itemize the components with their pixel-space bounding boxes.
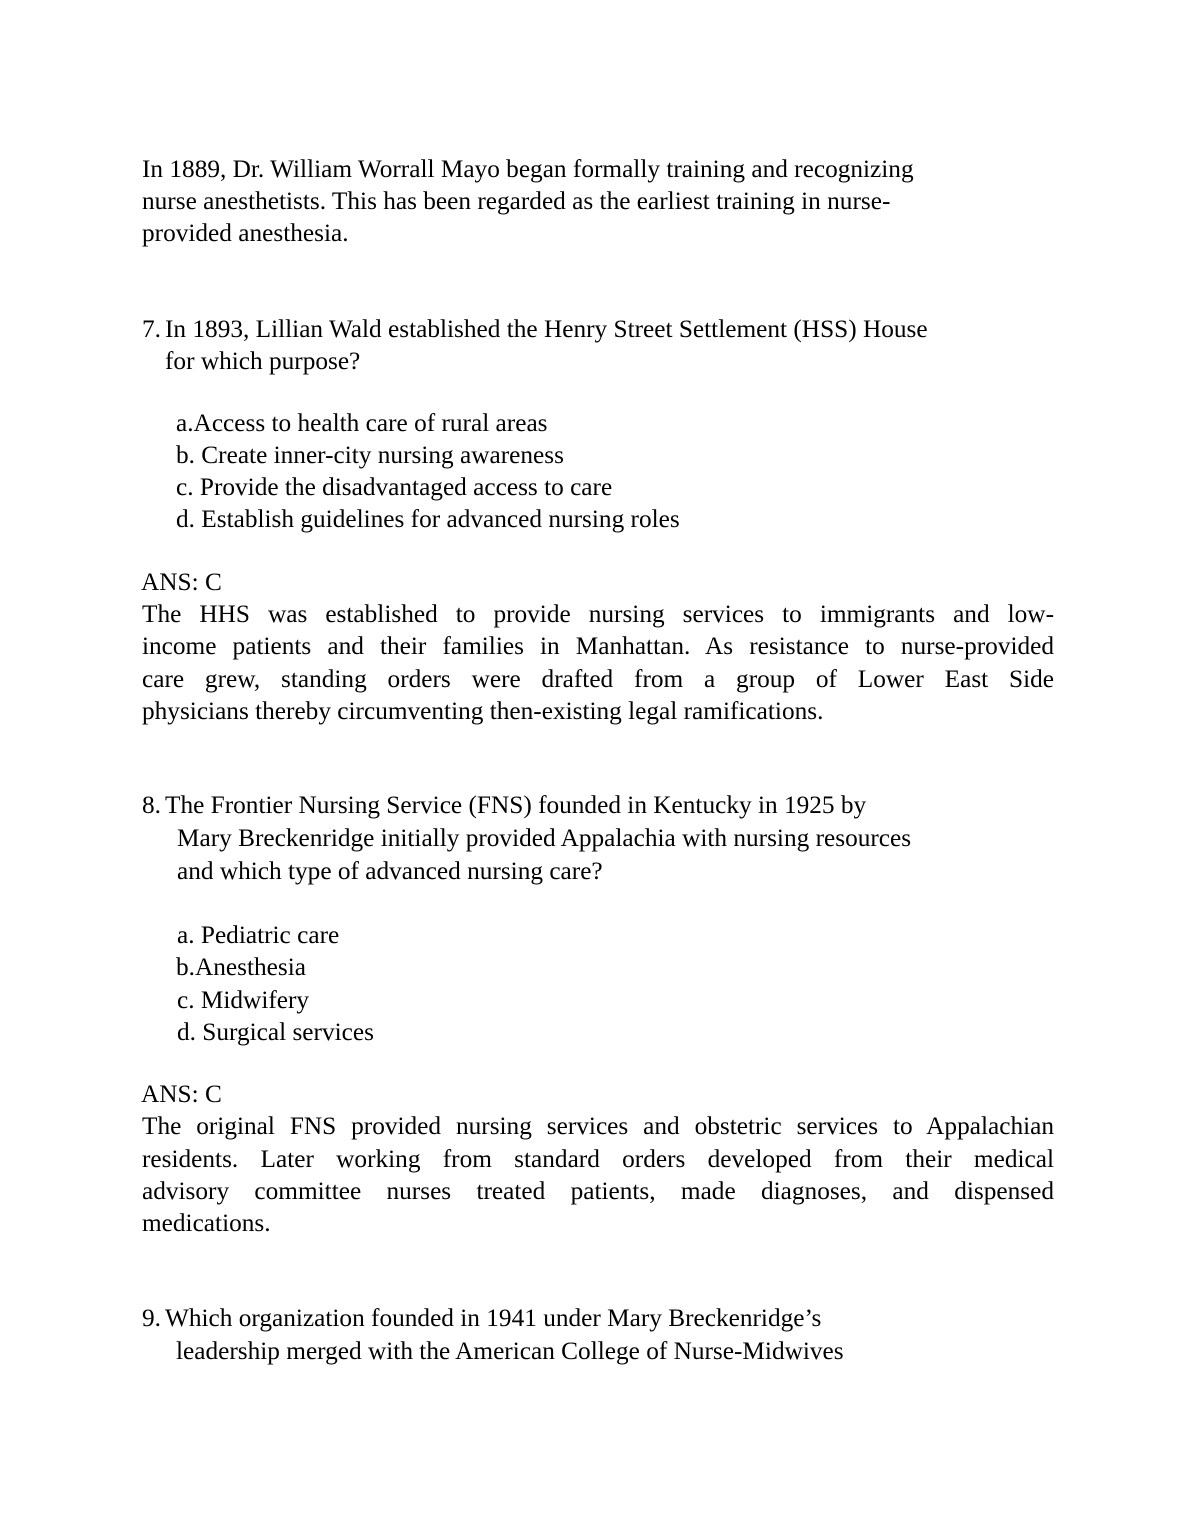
- question-text-line: leadership merged with the American College of Nurse-Midwives: [176, 1337, 844, 1365]
- option-a: a. Pediatric care: [177, 921, 340, 949]
- question-number: 9.: [142, 1304, 161, 1332]
- option-c: c. Provide the disadvantaged access to care: [176, 473, 613, 501]
- rationale-line: care grew, standing orders were drafted from a group of Lower East Side: [142, 665, 1054, 693]
- question-number: 8.: [142, 791, 161, 819]
- rationale-line: medications.: [142, 1209, 271, 1237]
- question-number: 7.: [142, 315, 161, 343]
- option-c: c. Midwifery: [177, 986, 310, 1014]
- rationale-line: The HHS was established to provide nursing services to immigrants and low-: [142, 600, 1054, 628]
- intro-line: nurse anesthetists. This has been regarded as the earliest training in nurse-: [142, 187, 891, 215]
- question-text-line: In 1893, Lillian Wald established the Henry Street Settlement (HSS) House: [165, 315, 928, 343]
- question-text-line: The Frontier Nursing Service (FNS) founded in Kentucky in 1925 by: [165, 791, 867, 819]
- answer-label: ANS: C: [141, 1080, 222, 1108]
- rationale-line: income patients and their families in Manhattan. As resistance to nurse-provided: [142, 632, 1054, 660]
- option-a: a.Access to health care of rural areas: [176, 409, 548, 437]
- answer-label: ANS: C: [141, 568, 222, 596]
- option-b: b. Create inner-city nursing awareness: [176, 441, 564, 469]
- option-b: b.Anesthesia: [176, 953, 306, 981]
- question-text-line: for which purpose?: [165, 347, 361, 375]
- rationale-line: residents. Later working from standard orders developed from their medical: [142, 1145, 1054, 1173]
- intro-line: provided anesthesia.: [142, 219, 349, 247]
- option-d: d. Establish guidelines for advanced nursing roles: [176, 505, 680, 533]
- rationale-line: advisory committee nurses treated patients, made diagnoses, and dispensed: [142, 1177, 1054, 1205]
- question-text-line: Which organization founded in 1941 under Mary Breckenridge’s: [165, 1304, 822, 1332]
- intro-line: In 1889, Dr. William Worrall Mayo began formally training and recognizing: [142, 155, 914, 183]
- option-d: d. Surgical services: [177, 1018, 374, 1046]
- rationale-line: physicians thereby circumventing then-existing legal ramifications.: [142, 697, 824, 725]
- rationale-line: The original FNS provided nursing services and obstetric services to Appalachian: [142, 1112, 1054, 1140]
- question-text-line: Mary Breckenridge initially provided Appalachia with nursing resources: [177, 824, 912, 852]
- question-text-line: and which type of advanced nursing care?: [177, 857, 603, 885]
